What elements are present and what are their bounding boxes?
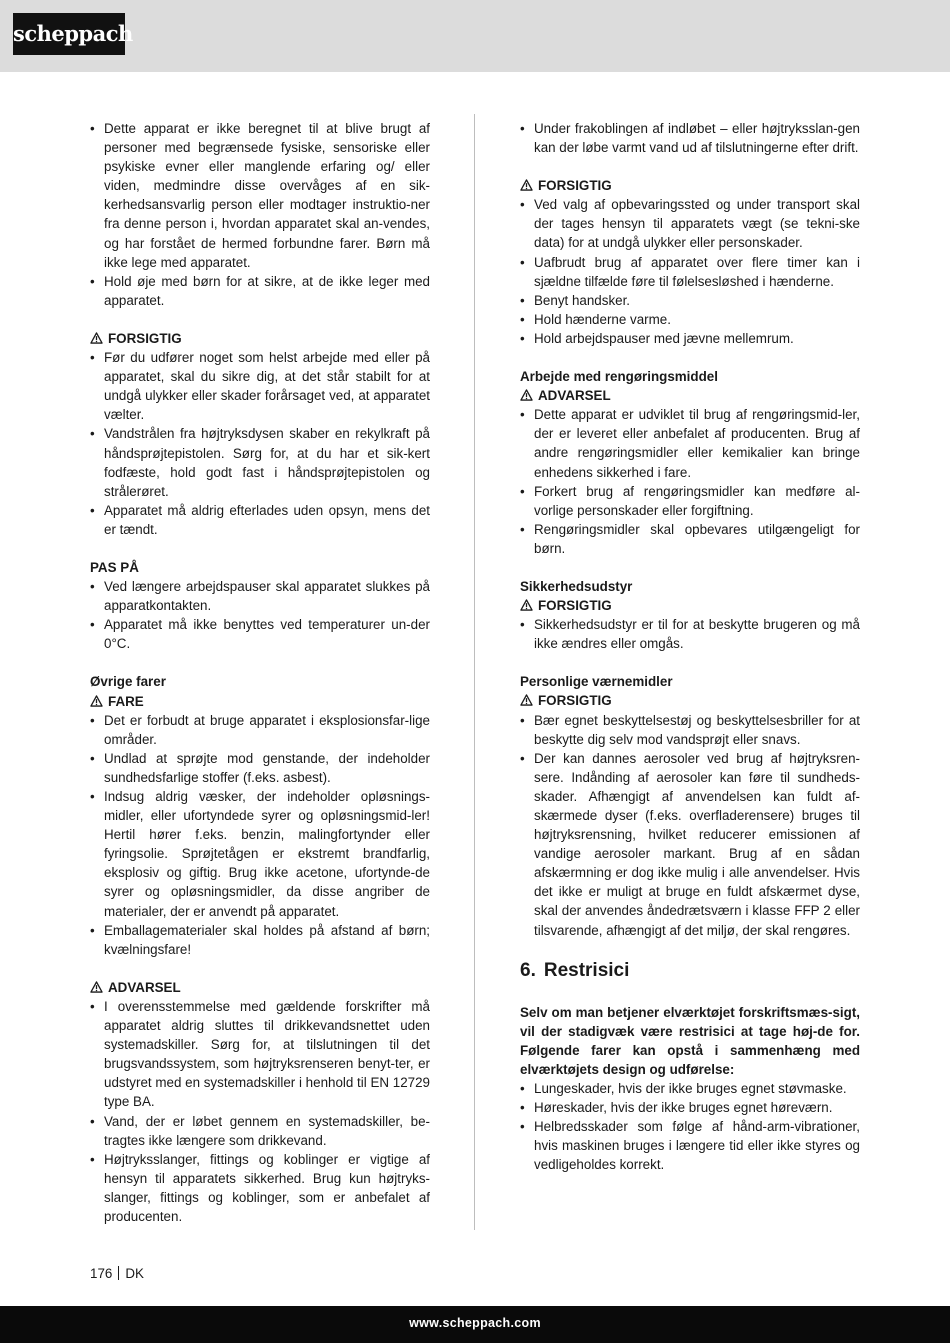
forsigtig-heading: FORSIGTIG [520,596,860,615]
left-column [90,119,430,1245]
page-number-separator [118,1266,119,1280]
intro-bullet-list [90,119,430,310]
rengoering-section [520,367,860,558]
right-column [520,119,860,1175]
forsigtig-bullet-list [90,348,430,539]
sikkerhedsudstyr-section [520,577,860,653]
right-intro-bullet-list [520,119,860,157]
advarsel-section-1 [90,978,430,1226]
vaernemidler-title: Personlige værnemidler [520,674,673,690]
bullet-item: • Bær egnet beskyttelsestøj og beskyttelsesbriller for at beskytte dig selv mod vandsprøjt eller snavs. [520,711,860,749]
right-intro-section [520,119,860,157]
warning-triangle-icon [520,389,533,401]
chapter-heading [520,959,860,983]
bullet-item: • Hold øje med børn for at sikre, at de ikke leger med apparatet. [90,272,430,310]
bullet-item: • Forkert brug af rengøringsmidler kan medføre al-vorlige personskader eller forgiftning. [520,482,860,520]
bullet-item: • Dette apparat er udviklet til brug af rengøringsmid-ler, der er leveret eller anbefalet af producenten. Brug af andre rengøringsmidler eller kemikalier kan bringe enhedens sikkerhed i fare. [520,405,860,481]
advarsel-heading: ADVARSEL [520,386,860,405]
bullet-item: • Benyt handsker. [520,291,860,310]
bullet-item: • Ved længere arbejdspauser skal apparatet slukkes på apparatkontakten. [90,577,430,615]
forsigtig-bullet-list [520,195,860,348]
bullet-item: • Apparatet må ikke benyttes ved temperaturer un-der 0°C. [90,615,430,653]
bullet-item: • Hold hænderne varme. [520,310,860,329]
bullet-item: • Højtryksslanger, fittings og koblinger er vigtige af hensyn til apparatets sikkerhed. Brug kun højtryks-slanger, fittings og koblinger, som er anbefalet af producenten. [90,1150,430,1226]
forsigtig-section-1 [90,329,430,539]
pas-paa-bullet-list [90,577,430,653]
bullet-item: • Vandstrålen fra højtryksdysen skaber en rekylkraft på håndsprøjtepistolen. Sørg for, at du har et sik-kert fodfæste, hold godt fast i håndsprøjtepistolen og strålerøret. [90,424,430,500]
fare-bullet-list [90,711,430,959]
chapter-title: Restrisici [543,959,630,981]
bullet-item: • Hold arbejdspauser med jævne mellemrum. [520,329,860,348]
warning-triangle-icon [90,332,103,344]
sikkerhedsudstyr-title: Sikkerhedsudstyr [520,578,633,594]
bullet-item: • Helbredsskader som følge af hånd-arm-vibrationer, hvis maskinen bruges i længere tid eller ikke styres og vedligeholdes korrekt. [520,1117,860,1174]
page-number: 176 DK [90,1266,144,1281]
fare-heading: FARE [90,692,430,711]
bullet-item: • Rengøringsmidler skal opbevares utilgængeligt for børn. [520,520,860,558]
bullet-item: • Under frakoblingen af indløbet – eller højtryksslan-gen kan der løbe varmt vand ud af tilslutningerne efter drift. [520,119,860,157]
footer-url-link[interactable]: www.scheppach.com [409,1316,541,1330]
restrisici-bullet-list [520,1079,860,1174]
sikkerhedsudstyr-bullet-list [520,615,860,653]
bullet-item: • Apparatet må aldrig efterlades uden opsyn, mens det er tændt. [90,501,430,539]
bullet-item: • Sikkerhedsudstyr er til for at beskytte brugeren og må ikke ændres eller omgås. [520,615,860,653]
pas-paa-heading: PAS PÅ [90,559,139,575]
bullet-item: • Emballagematerialer skal holdes på afstand af børn; kvælningsfare! [90,921,430,959]
rengoering-title: Arbejde med rengøringsmiddel [520,369,718,385]
bullet-item: • Vand, der er løbet gennem en systemadskiller, be-tragtes ikke længere som drikkevand. [90,1112,430,1150]
forsigtig-section-2 [520,176,860,348]
bullet-item: • Uafbrudt brug af apparatet over flere timer kan i sjældne tilfælde føre til følelsesløshed i hænderne. [520,253,860,291]
forsigtig-heading: FORSIGTIG [520,691,860,710]
warning-triangle-icon [520,179,533,191]
warning-triangle-icon [90,695,103,707]
vaernemidler-bullet-list [520,711,860,940]
page-header [0,0,950,72]
scheppach-logo: scheppach [13,13,125,55]
warning-heading: FORSIGTIG [520,176,860,195]
warning-triangle-icon [520,599,533,611]
bullet-item: • Der kan dannes aerosoler ved brug af højtryksren-sere. Indånding af aerosoler kan føre til sundheds-skader. Afhængigt af anvendelsen kan fuldt af-skærmede dyser (f.eks. overfladerensere) bruges til højtryksrensning, hvilket reducerer emissionen af vandige aerosoler markant. Brug af en sådan afskærmning er dog ikke mulig i alle anvendelser. Hvis det ikke er muligt at bruge en fuldt afskærmet dyse, skal der anvendes åndedrætsværn i klasse FFP 2 eller tilsvarende, afhængigt af det miljø, der skal rengøres. [520,749,860,940]
warning-triangle-icon [520,694,533,706]
bullet-item: • Høreskader, hvis der ikke bruges egnet høreværn. [520,1098,860,1117]
ovrige-farer-section [90,672,430,958]
ovrige-farer-title: Øvrige farer [90,674,166,690]
warning-heading: FORSIGTIG [90,329,430,348]
warning-triangle-icon [90,981,103,993]
rengoering-bullet-list [520,405,860,558]
intro-section [90,119,430,310]
bullet-item: • I overensstemmelse med gældende forskrifter må apparatet aldrig sluttes til drikkevandsnettet uden systemadskiller. Sørg for, at tilslutningen til det brugsvandssystem, som højtryksrenseren benyt-ter, er udstyret med en systemadskiller i henhold til EN 12729 type BA. [90,997,430,1112]
page-footer [0,1306,950,1343]
chapter-intro: Selv om man betjener elværktøjet forskriftsmæs-sigt, vil der stadigvæk være restrisici at tage høj-de for. Følgende farer kan opstå i sammenhæng med elværktøjets design og udførelse: [520,1004,860,1077]
chapter-number: 6. [520,959,536,981]
advarsel-bullet-list [90,997,430,1226]
vaernemidler-section [520,672,860,939]
bullet-item: • Før du udfører noget som helst arbejde med eller på apparatet, skal du sikre dig, at det står stabilt for at undgå ulykker eller skader forårsaget ved, at apparatet vælter. [90,348,430,424]
pas-paa-section [90,558,430,653]
bullet-item: • Ved valg af opbevaringssted og under transport skal der tages hensyn til apparatets vægt (se tekni-ske data) for at undgå ulykker eller personskader. [520,195,860,252]
column-divider [474,114,475,1230]
bullet-item: • Det er forbudt at bruge apparatet i eksplosionsfar-lige områder. [90,711,430,749]
bullet-item: • Dette apparat er ikke beregnet til at blive brugt af personer med begrænsede fysiske, sensoriske eller psykiske evner eller manglende erfaring og/ eller viden, medmindre disse overvåges af en sik-kerhedsansvarlig person eller modtager instruktio-ner fra denne person i, hvordan apparatet skal an-vendes, og har forstået de hermed forbundne farer. Børn må ikke lege med apparatet. [90,119,430,272]
bullet-item: • Undlad at sprøjte mod genstande, der indeholder sundhedsfarlige stoffer (f.eks. asbest). [90,749,430,787]
bullet-item: • Indsug aldrig væsker, der indeholder opløsnings-midler, eller ufortyndede syrer og opløsningsmid-ler! Hertil hører f.eks. benzin, malingfortynder eller fyringsolie. Sprøjtetågen er ekstremt brandfarlig, eksplosiv og giftig. Brug ikke acetone, ufortynde-de syrer og opløsningsmidler, da disse angriber de materialer, der er anvendt på apparatet. [90,787,430,921]
advarsel-heading: ADVARSEL [90,978,430,997]
bullet-item: • Lungeskader, hvis der ikke bruges egnet støvmaske. [520,1079,860,1098]
